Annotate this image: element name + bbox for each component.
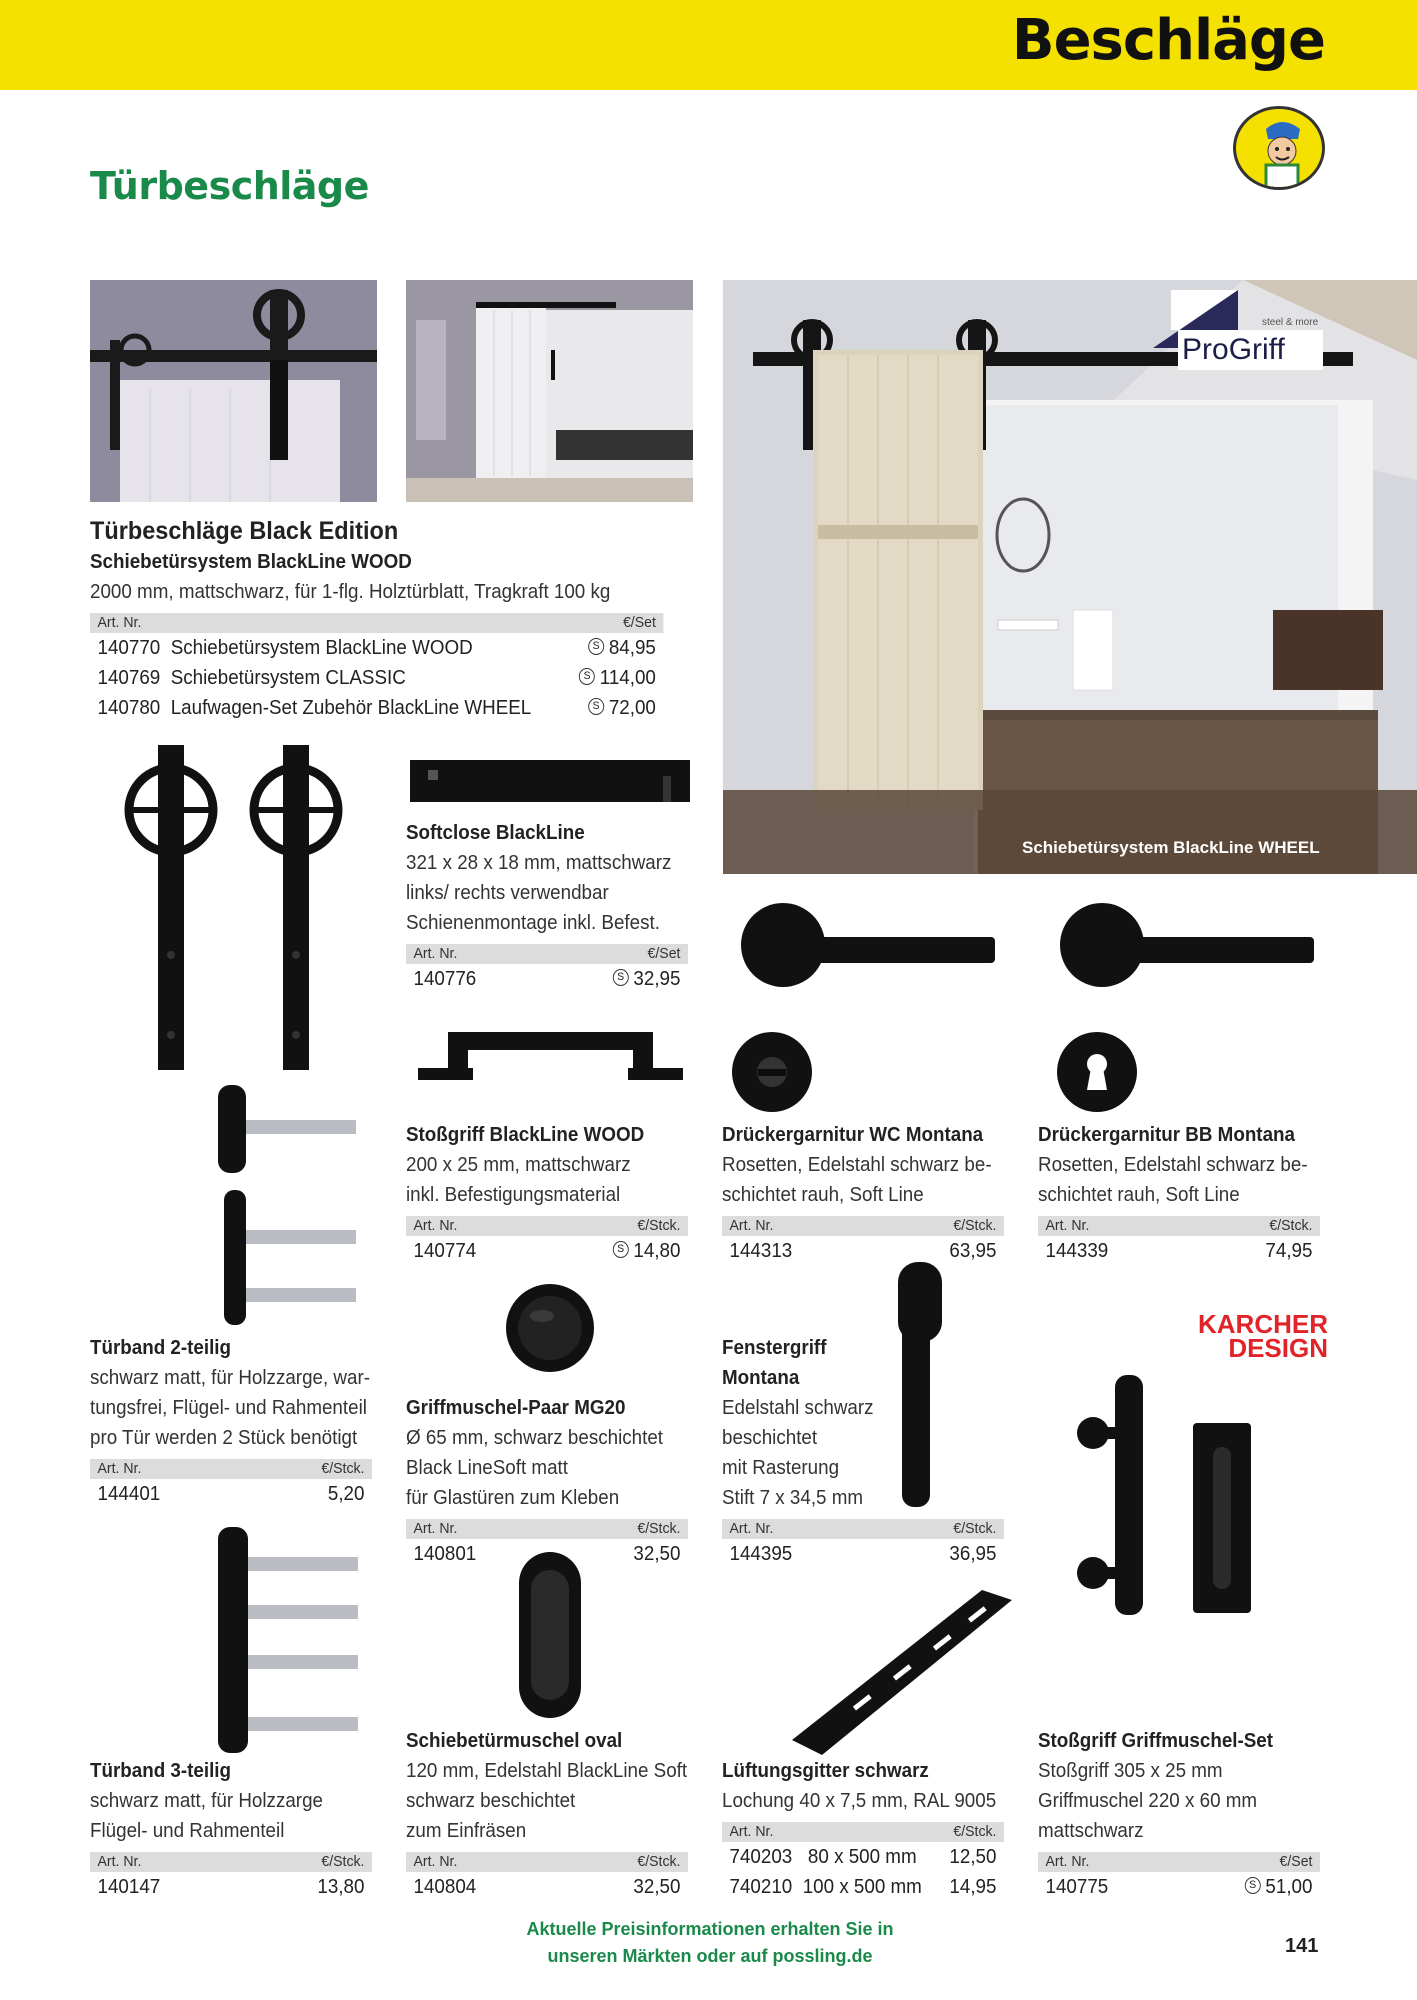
price: 32,50 [633, 1543, 681, 1565]
col-art: Art. Nr. [413, 945, 458, 962]
table-row [722, 1842, 1004, 1872]
col-art: Art. Nr. [1045, 1217, 1090, 1234]
product-stossgriff-wood [406, 1120, 688, 1266]
col-art: Art. Nr. [413, 1520, 458, 1537]
product-lueftung [722, 1756, 1004, 1902]
price-mark-icon: S [613, 1241, 629, 1258]
price: 36,95 [949, 1543, 997, 1565]
art-nr: 140147 [97, 1876, 161, 1898]
photo-barn-door-room [406, 280, 693, 502]
col-art: Art. Nr. [97, 1460, 142, 1477]
price: 114,00 [599, 667, 656, 689]
table-header [406, 944, 688, 964]
table-row [406, 1236, 688, 1266]
softclose-image [408, 756, 693, 812]
product-desc-1: 321 x 28 x 18 mm, mattschwarz [406, 852, 672, 874]
product-wc-montana [722, 1120, 1004, 1266]
col-art: Art. Nr. [1045, 1853, 1090, 1870]
table-row [406, 1872, 688, 1902]
price: 14,95 [949, 1876, 997, 1898]
price-table [406, 944, 688, 994]
karcher-name: KARCHER [1198, 1309, 1328, 1339]
product-desc-1: Rosetten, Edelstahl schwarz be- [1038, 1154, 1308, 1176]
progriff-logo [1178, 311, 1328, 371]
col-price: €/Set [1279, 1853, 1313, 1870]
wc-rosette-image [730, 1030, 815, 1115]
product-desc-2: schichtet rauh, Soft Line [1038, 1184, 1240, 1206]
product-desc-2: links/ rechts verwendbar [406, 882, 609, 904]
block-black-edition [90, 515, 663, 723]
col-art: Art. Nr. [729, 1520, 774, 1537]
price-table [90, 1459, 372, 1509]
product-griffset [1038, 1726, 1320, 1902]
product-desc-2: Flügel- und Rahmenteil [90, 1820, 285, 1842]
photo-barn-door-closeup [90, 280, 377, 502]
section-title: Türbeschläge [90, 164, 369, 208]
art-nr: 140770 [97, 637, 161, 659]
table-header [406, 1216, 688, 1236]
karcher-design: DESIGN [1228, 1333, 1328, 1363]
product-desc-2: inkl. Befestigungsmaterial [406, 1184, 621, 1206]
size: 100 x 500 mm [802, 1876, 922, 1898]
product-desc-1: Edelstahl schwarz [722, 1397, 874, 1419]
price-table [722, 1519, 1004, 1569]
progriff-griff: Griff [1228, 333, 1285, 366]
price: 84,95 [608, 637, 656, 659]
hinge-2-image [210, 1080, 370, 1330]
product-desc-1: 120 mm, Edelstahl BlackLine Soft [406, 1760, 688, 1782]
banner-title: Beschläge [1011, 8, 1325, 73]
footer-line-2: unseren Märkten oder auf possling.de [547, 1946, 873, 1966]
table-row [90, 1872, 372, 1902]
oval-cup-image [515, 1550, 585, 1720]
product-title: Schiebetürmuschel oval [406, 1730, 623, 1752]
price-table [90, 613, 663, 723]
art-nr: 740203 [729, 1846, 793, 1868]
product-title: Softclose BlackLine [406, 822, 585, 844]
product-title-2: Montana [722, 1367, 800, 1389]
product-desc-1: 200 x 25 mm, mattschwarz [406, 1154, 631, 1176]
art-nr: 140775 [1045, 1876, 1109, 1898]
col-price: €/Stck. [953, 1217, 997, 1234]
product-title: Türband 2-teilig [90, 1337, 231, 1359]
hero-caption: Schiebetürsystem BlackLine WHEEL [1022, 838, 1320, 857]
pull-handle-set-image [1075, 1375, 1255, 1620]
hinge-3-image [210, 1525, 370, 1755]
table-header [90, 1852, 372, 1872]
product-title: Drückergarnitur WC Montana [722, 1124, 984, 1146]
product-desc-3: pro Tür werden 2 Stück benötigt [90, 1427, 358, 1449]
price: 32,95 [633, 968, 681, 990]
table-row [1038, 1236, 1320, 1266]
art-nr: 144313 [729, 1240, 793, 1262]
table-row [90, 663, 663, 693]
lever-handle-wc-image [728, 895, 1008, 1005]
push-handle-wood-image [418, 1020, 683, 1090]
footer-line-1: Aktuelle Preisinformationen erhalten Sie in [526, 1919, 894, 1939]
product-title: Stoßgriff Griffmuschel-Set [1038, 1730, 1274, 1752]
product-tuerband-2 [90, 1333, 372, 1509]
col-art: Art. Nr. [729, 1823, 774, 1840]
product-desc-3: Schienenmontage inkl. Befest. [406, 912, 660, 934]
table-header [722, 1519, 1004, 1539]
product-title: Drückergarnitur BB Montana [1038, 1124, 1295, 1146]
price: 51,00 [1265, 1876, 1313, 1898]
table-header [1038, 1852, 1320, 1872]
table-row [90, 1479, 372, 1509]
col-price: €/Set [647, 945, 681, 962]
product-desc-3: für Glastüren zum Kleben [406, 1487, 620, 1509]
art-nr: 140804 [413, 1876, 477, 1898]
price-table [1038, 1852, 1320, 1902]
product-desc-2: schwarz beschichtet [406, 1790, 576, 1812]
table-row [722, 1539, 1004, 1569]
product-desc-3: zum Einfräsen [406, 1820, 527, 1842]
art-nr: 140780 [97, 697, 161, 719]
price-mark-icon: S [588, 638, 604, 655]
product-desc-2: Black LineSoft matt [406, 1457, 568, 1479]
art-nr: 144339 [1045, 1240, 1109, 1262]
col-art: Art. Nr. [97, 1853, 142, 1870]
product-softclose [406, 818, 688, 994]
col-price: €/Set [622, 614, 656, 631]
progriff-pro: Pro [1182, 333, 1229, 366]
price: 72,00 [608, 697, 656, 719]
product-desc-1: schwarz matt, für Holzzarge, war- [90, 1367, 370, 1389]
product-title: Schiebetürsystem BlackLine WOOD [90, 551, 412, 573]
col-price: €/Stck. [1269, 1217, 1313, 1234]
table-row [406, 964, 688, 994]
price-mark-icon: S [613, 969, 629, 986]
table-header [406, 1852, 688, 1872]
size: 80 x 500 mm [807, 1846, 917, 1868]
art-nr: 140774 [413, 1240, 477, 1262]
price-mark-icon: S [1245, 1877, 1261, 1894]
art-nr: 144395 [729, 1543, 793, 1565]
product-desc-2: Griffmuschel 220 x 60 mm [1038, 1790, 1258, 1812]
col-price: €/Stck. [953, 1520, 997, 1537]
product-title: Lüftungsgitter schwarz [722, 1760, 929, 1782]
item-name: Schiebetürsystem BlackLine WOOD [170, 637, 473, 659]
art-nr: 740210 [729, 1876, 793, 1898]
product-tuerband-3 [90, 1756, 372, 1902]
col-price: €/Stck. [637, 1520, 681, 1537]
item-name: Schiebetürsystem CLASSIC [170, 667, 406, 689]
col-price: €/Stck. [321, 1460, 365, 1477]
table-header [406, 1519, 688, 1539]
product-title: Stoßgriff BlackLine WOOD [406, 1124, 645, 1146]
price: 5,20 [327, 1483, 365, 1505]
product-desc-4: Stift 7 x 34,5 mm [722, 1487, 864, 1509]
product-desc-1: Ø 65 mm, schwarz beschichtet [406, 1427, 664, 1449]
col-price: €/Stck. [953, 1823, 997, 1840]
price-table [722, 1216, 1004, 1266]
price-mark-icon: S [579, 668, 595, 685]
art-nr: 144401 [97, 1483, 161, 1505]
col-price: €/Stck. [321, 1853, 365, 1870]
wheel-hanger-image [118, 745, 368, 1075]
col-art: Art. Nr. [413, 1853, 458, 1870]
karcher-logo [1178, 1309, 1328, 1363]
product-muschel-oval [406, 1726, 688, 1902]
price: 12,50 [949, 1846, 997, 1868]
price: 13,80 [317, 1876, 365, 1898]
product-desc-1: Stoßgriff 305 x 25 mm [1038, 1760, 1223, 1782]
product-desc-1: schwarz matt, für Holzzarge [90, 1790, 323, 1812]
col-price: €/Stck. [637, 1217, 681, 1234]
table-row [722, 1236, 1004, 1266]
price-mark-icon: S [588, 698, 604, 715]
product-desc-3: mit Rasterung [722, 1457, 840, 1479]
product-title: Griffmuschel-Paar MG20 [406, 1397, 626, 1419]
mascot-icon [1233, 106, 1325, 190]
vent-grille-image [792, 1590, 1012, 1755]
price-table [1038, 1216, 1320, 1266]
product-desc-1: Rosetten, Edelstahl schwarz be- [722, 1154, 992, 1176]
art-nr: 140769 [97, 667, 161, 689]
product-desc-2: schichtet rauh, Soft Line [722, 1184, 924, 1206]
table-row [722, 1872, 1004, 1902]
progriff-wordmark [1182, 333, 1285, 367]
col-art: Art. Nr. [729, 1217, 774, 1234]
price-table [406, 1852, 688, 1902]
art-nr: 140776 [413, 968, 477, 990]
bb-rosette-image [1055, 1030, 1140, 1115]
product-title: Türband 3-teilig [90, 1760, 231, 1782]
product-title: Fenstergriff [722, 1337, 827, 1359]
block-heading: Türbeschläge Black Edition [90, 517, 399, 545]
item-name: Laufwagen-Set Zubehör BlackLine WHEEL [170, 697, 532, 719]
product-desc: 2000 mm, mattschwarz, für 1-flg. Holztürblatt, Tragkraft 100 kg [90, 581, 611, 603]
product-desc-2: tungsfrei, Flügel- und Rahmenteil [90, 1397, 367, 1419]
price-table [90, 1852, 372, 1902]
table-header [722, 1822, 1004, 1842]
price: 74,95 [1265, 1240, 1313, 1262]
product-fenstergriff [722, 1333, 1004, 1569]
product-desc-2: beschichtet [722, 1427, 818, 1449]
price: 32,50 [633, 1876, 681, 1898]
product-desc-3: mattschwarz [1038, 1820, 1144, 1842]
price: 14,80 [633, 1240, 681, 1262]
product-bb-montana [1038, 1120, 1320, 1266]
lever-handle-bb-image [1052, 895, 1332, 1005]
price-table [406, 1216, 688, 1266]
price: 63,95 [949, 1240, 997, 1262]
table-header [90, 613, 663, 633]
table-row [90, 633, 663, 663]
col-art: Art. Nr. [413, 1217, 458, 1234]
product-desc-1: Lochung 40 x 7,5 mm, RAL 9005 [722, 1790, 997, 1812]
table-header [1038, 1216, 1320, 1236]
price-table [722, 1822, 1004, 1902]
product-griffmuschel [406, 1393, 688, 1569]
progriff-tag: steel & more [1262, 317, 1319, 328]
finger-cup-image [502, 1280, 598, 1376]
footer-note [470, 1916, 950, 1970]
art-nr: 140801 [413, 1543, 477, 1565]
col-price: €/Stck. [637, 1853, 681, 1870]
table-header [90, 1459, 372, 1479]
col-art: Art. Nr. [97, 614, 142, 631]
table-row [90, 693, 663, 723]
table-header [722, 1216, 1004, 1236]
page-number: 141 [1285, 1935, 1319, 1957]
table-row [1038, 1872, 1320, 1902]
